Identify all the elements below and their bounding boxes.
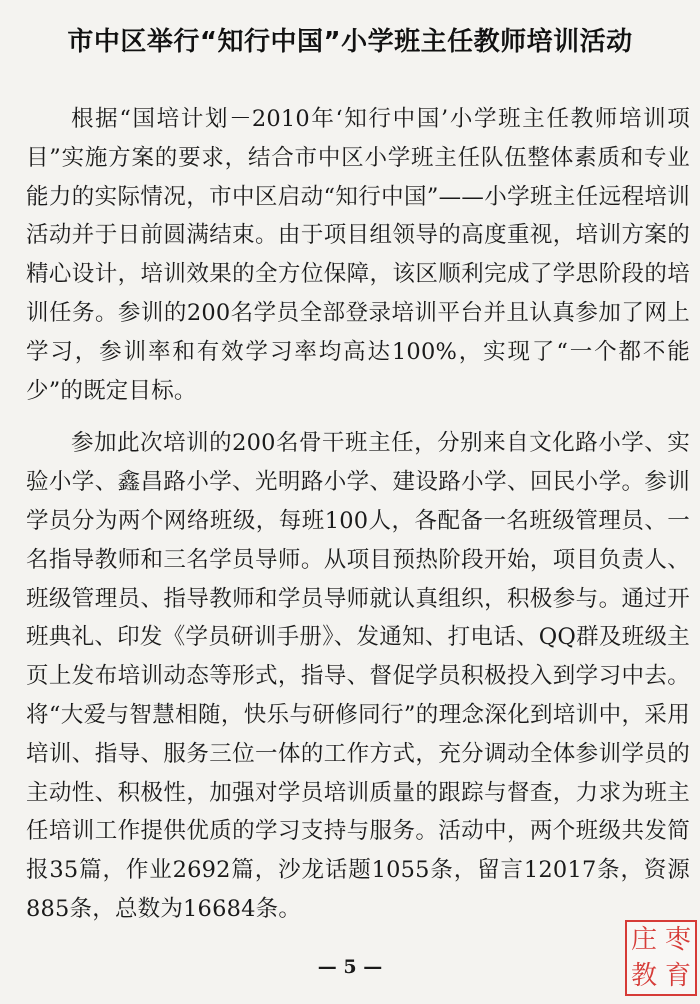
red-seal-stamp (625, 920, 697, 996)
seal-char: 育 (664, 961, 691, 991)
seal-char: 枣 (664, 925, 691, 955)
seal-char: 教 (630, 961, 657, 991)
article-body (26, 100, 690, 929)
page-number: — 5 — (317, 956, 383, 978)
paragraph-1: 根据“国培计划－2010年‘知行中国’小学班主任教师培训项目”实施方案的要求，结合市中区小学班主任队伍整体素质和专业能力的实际情况，市中区启动“知行中国”——小学班主任远程培训活动并于日前圆满结束。由于项目组领导的高度重视，培训方案的精心设计，培训效果的全方位保障，该区顺利完成了学思阶段的培训任务。参训的200名学员全部登录培训平台并且认真参加了网上学习，参训率和有效学习率均高达100%，实现了“一个都不能少”的既定目标。 (26, 106, 690, 404)
document-title: 市中区举行“知行中国”小学班主任教师培训活动 (67, 27, 633, 57)
paragraph-2: 参加此次培训的200名骨干班主任，分别来自文化路小学、实验小学、鑫昌路小学、光明路小学、建设路小学、回民小学。参训学员分为两个网络班级，每班100人，各配备一名班级管理员、一名指导教师和三名学员导师。从项目预热阶段开始，项目负责人、班级管理员、指导教师和学员导师就认真组织，积极参与。通过开班典礼、印发《学员研训手册》、发通知、打电话、QQ群及班级主页上发布培训动态等形式，指导、督促学员积极投入到学习中去。将“大爱与智慧相随，快乐与研修同行”的理念深化到培训中，采用培训、指导、服务三位一体的工作方式，充分调动全体参训学员的主动性、积极性，加强对学员培训质量的跟踪与督查，力求为班主任培训工作提供优质的学习支持与服务。活动中，两个班级共发简报35篇，作业2692篇，沙龙话题1055条，留言12017条，资源885条，总数为16684条。 (26, 430, 690, 922)
seal-char: 庄 (630, 925, 657, 955)
